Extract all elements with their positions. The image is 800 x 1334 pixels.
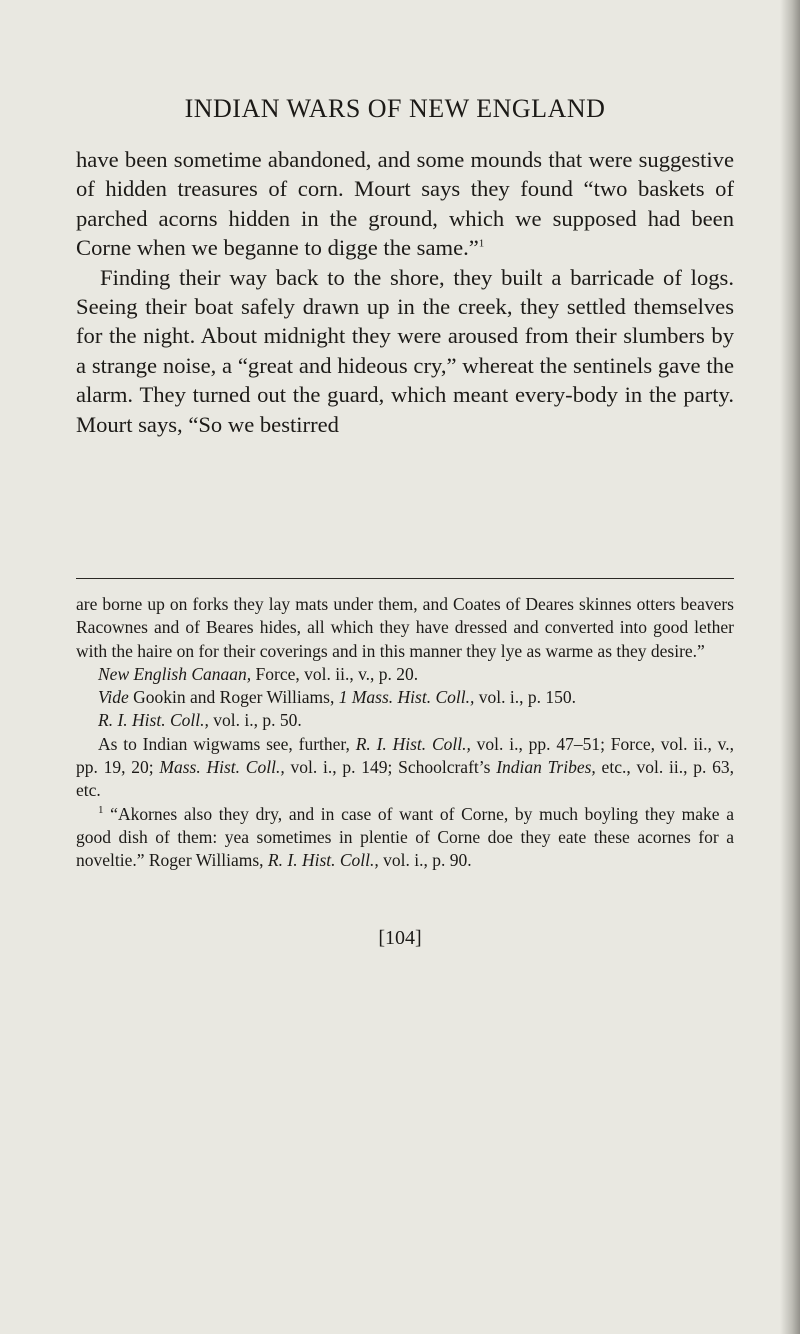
paragraph-2: Finding their way back to the shore, they built a barricade of logs. Seeing their boat safely drawn up in the creek, they settled themselves for the night. About midnight they were aroused from their slumbers by a strange noise, a “great and hideous cry,” whereat the sentinels gave the alarm. They turned out the guard, which meant every-body in the party. Mourt says, “So we bestirred: [76, 264, 734, 437]
footnote-citation: [76, 663, 734, 686]
paragraph-1: [76, 145, 734, 263]
citation-detail: vol. i., p. 150.: [474, 687, 576, 708]
page-number: [104]: [378, 927, 422, 949]
citation-title: R. I. Hist. Coll.,: [267, 850, 379, 871]
citation-vide: Vide: [98, 687, 129, 708]
footnote-continuation: are borne up on forks they lay mats under them, and Coates of Deares skinnes otters beavers Racownes and of Beares hides, all which they have dressed and converted into good lether with the haire on for their coverings and in this manner they lye as warme as they desire.”: [76, 594, 734, 661]
citation-detail: vol. i., p. 50.: [208, 710, 302, 731]
footnote-1: [76, 803, 734, 873]
footnote-citation: [76, 709, 734, 732]
footnotes: [76, 593, 734, 873]
citation-title: Mass. Hist. Coll.,: [159, 757, 285, 778]
citation-title: 1 Mass. Hist. Coll.,: [338, 687, 475, 708]
citation-title: R. I. Hist. Coll.,: [355, 733, 471, 754]
footnote-reference: 1: [478, 237, 485, 250]
footnote-citation: [76, 686, 734, 709]
citation-detail: vol. i., pp. 47–51; Force, vol. ii., v., pp. 19, 20;: [76, 733, 734, 778]
citation-detail: As to Indian wigwams see, further,: [98, 733, 356, 754]
main-text: [76, 145, 734, 439]
page-edge-shadow: [780, 0, 800, 1334]
citation-title: R. I. Hist. Coll.,: [98, 710, 209, 731]
citation-title: New English Canaan,: [98, 663, 252, 684]
citation-detail: Gookin and Roger Williams,: [128, 687, 339, 708]
citation-detail: vol. i., p. 149; Schoolcraft’s: [284, 757, 497, 778]
citation-detail: etc., vol. ii., p. 63, etc.: [76, 757, 734, 801]
citation-title: Indian Tribes,: [496, 757, 596, 778]
footnote-text: “Akornes also they dry, and in case of want of Corne, by much boyling they make a good dish of them: yea sometimes in plentie of Corne doe they eate these acornes for a noveltie.” Roger Williams,: [76, 803, 734, 871]
paragraph-1-text: have been sometime abandoned, and some mounds that were suggestive of hidden treasures of corn. Mourt says they found “two baskets of parched acorns hidden in the ground, which we supposed had been Corne when we beganne to digge the same.”: [76, 147, 734, 261]
footnote-citation: [76, 733, 734, 803]
footnote-divider: [76, 578, 734, 579]
running-header: INDIAN WARS OF NEW ENGLAND: [184, 94, 606, 123]
citation-detail: vol. i., p. 90.: [378, 850, 472, 871]
footnote-marker: 1: [98, 803, 104, 816]
citation-detail: Force, vol. ii., v., p. 20.: [251, 663, 419, 684]
